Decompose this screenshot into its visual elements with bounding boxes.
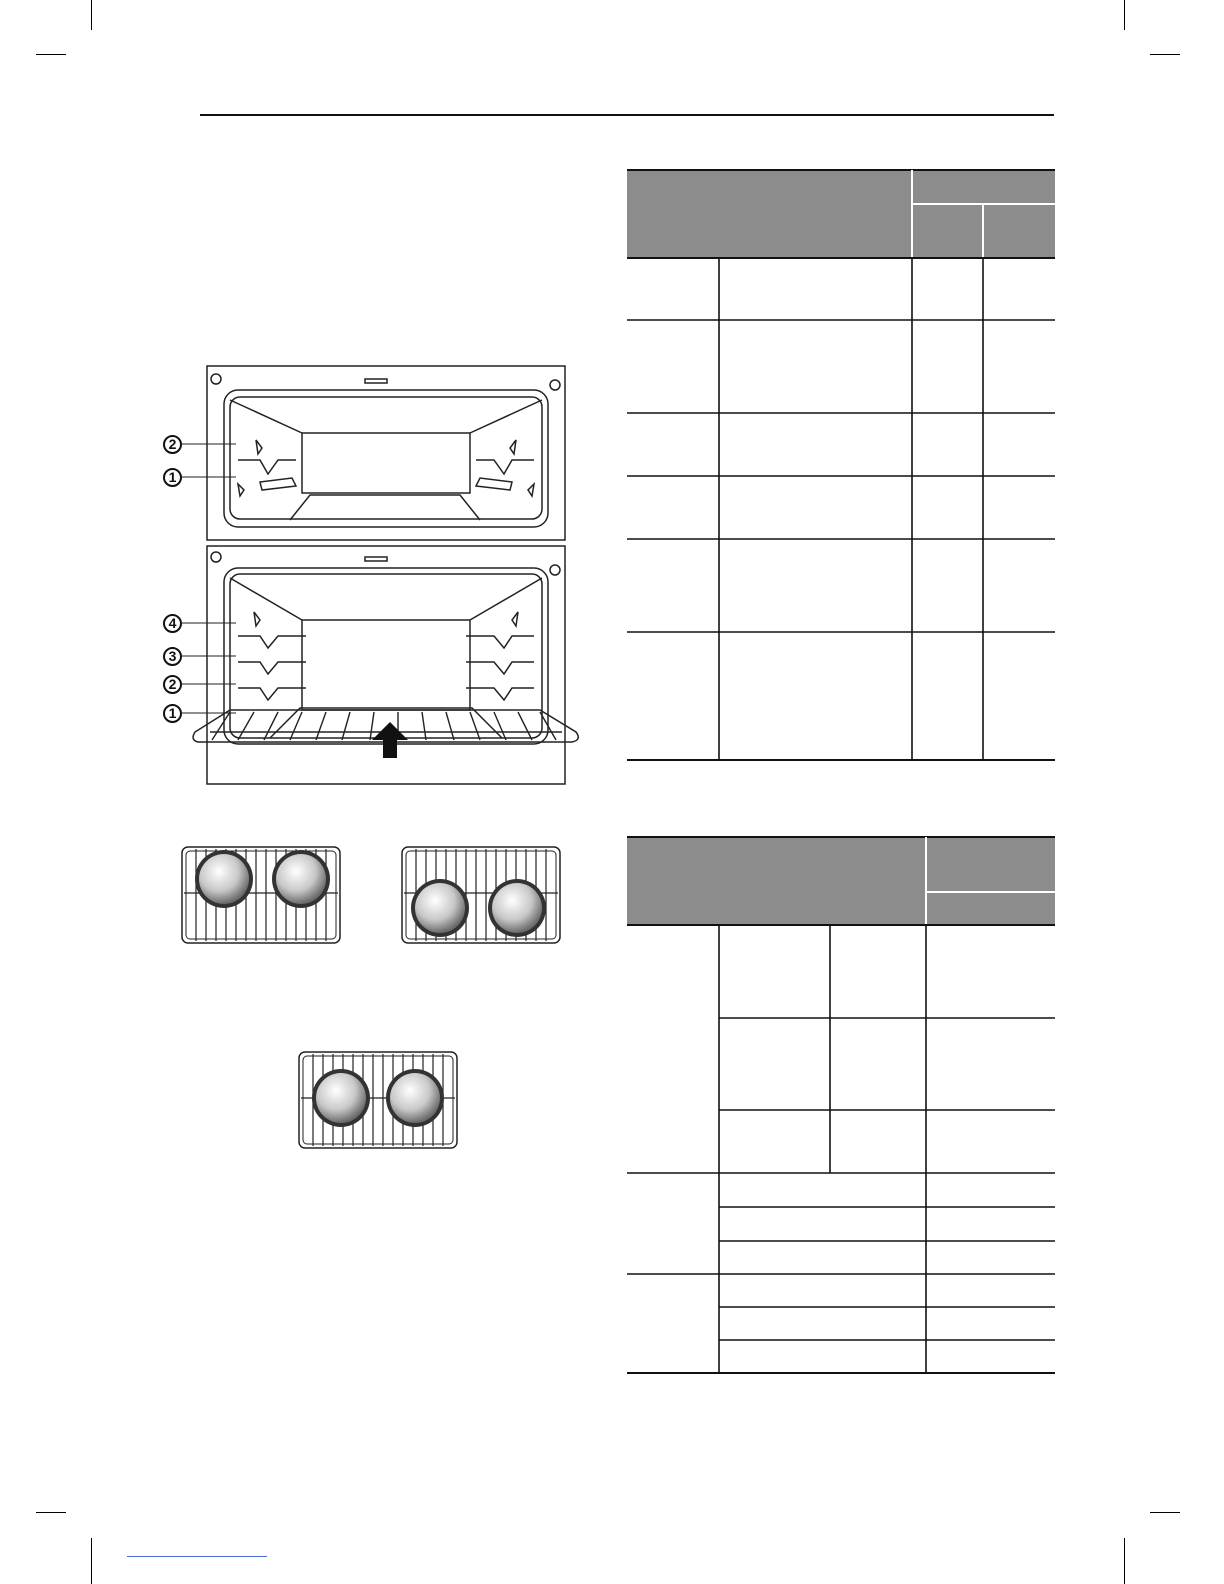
footer-link-underline[interactable] bbox=[127, 1556, 267, 1557]
rack-position-callout: 4 bbox=[163, 614, 182, 633]
rack-position-callout: 2 bbox=[163, 675, 182, 694]
table2-header bbox=[627, 837, 1055, 925]
table1-header bbox=[627, 170, 1055, 258]
rack-position-callout: 1 bbox=[163, 704, 182, 723]
rack-position-callout: 3 bbox=[163, 647, 182, 666]
rack-position-callout: 2 bbox=[163, 435, 182, 454]
rack-position-callout: 1 bbox=[163, 468, 182, 487]
